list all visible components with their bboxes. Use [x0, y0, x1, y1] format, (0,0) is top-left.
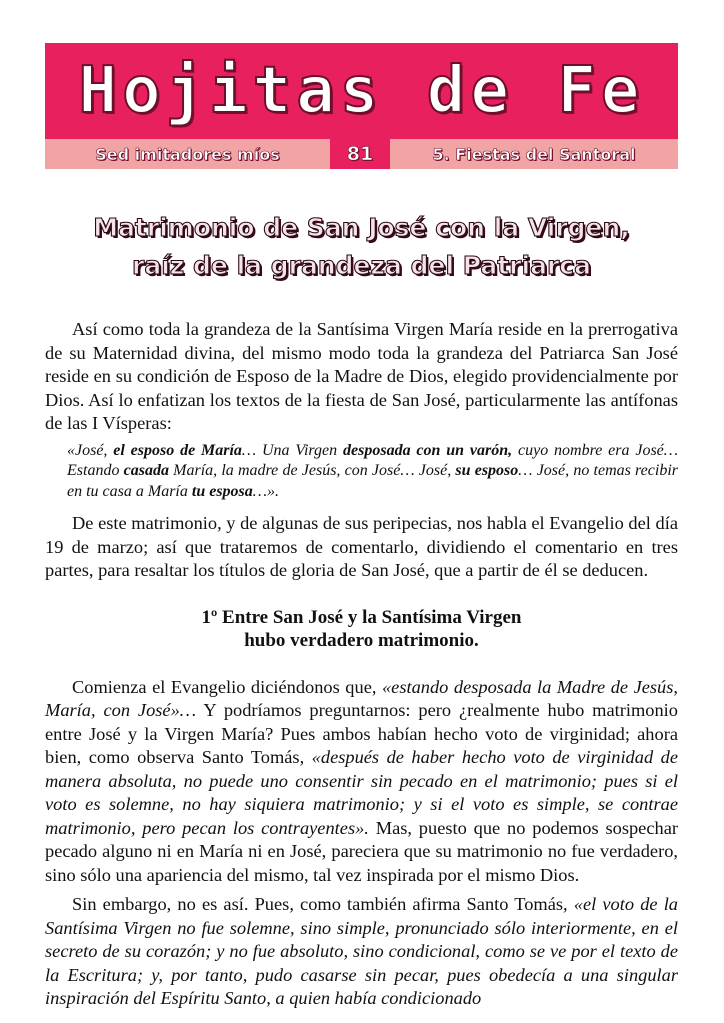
citation-text: «después de haber hecho voto de virginidad de manera absoluta, no puede uno consentir sin pecado en el matrimonio; pues si el voto es solemne, no hay siquiera matrimonio; y si el voto es simple, se contrae matrimonio, pero pecan los contrayentes». [45, 747, 678, 838]
series-motto: Sed imitadores míos [95, 144, 280, 164]
body-text: Y podríamos preguntarnos: pero ¿realmente hubo matrimonio entre José y la Virgen María? Pues ambos habían hecho voto de virginidad; ahora bien, como observa Santo Tomás, [45, 700, 678, 767]
series-section: 5. Fiestas del Santoral [432, 144, 636, 164]
quote-text: «José, [67, 441, 114, 459]
quote-text: María, la madre de Jesús, con José… José, [168, 462, 456, 479]
citation-text: «el voto de la Santísima Virgen no fue solemne, sino simple, pronunciado sólo interiormente, en el secreto de su corazón; y no fue absoluto, sino condicional, como se ve por el texto de la Escritura; y, por tanto, pudo casarse sin pecar, pues obedecía a una singular inspiración del Espíritu Santo, a quien había condicionado [45, 894, 678, 1008]
publication-title: Hojitas de Fe [78, 54, 645, 128]
article-body [45, 318, 678, 1011]
quote-emphasis: el esposo de María [113, 441, 242, 459]
section-heading-line2: hubo verdadero matrimonio. [244, 629, 479, 651]
section-heading [45, 606, 678, 652]
article-title-line1: Matrimonio de San José con la Virgen, [93, 213, 630, 242]
quote-emphasis: casada [123, 462, 169, 479]
quote-text: …». [252, 482, 280, 500]
paragraph-intro: Así como toda la grandeza de la Santísima Virgen María reside en la prerrogativa de su Maternidad divina, del mismo modo toda la grandeza del Patriarca San José reside en su condición de Esposo de la Madre de Dios, elegido providencialmente por Dios. Así lo enfatizan los textos de la fiesta de San José, particularmente las antífonas de las I Vísperas: [45, 319, 678, 433]
paragraph-gospel: De este matrimonio, y de algunas de sus peripecias, nos habla el Evangelio del día 19 de marzo; así que trataremos de comentarlo, dividiendo el comentario en tres partes, para resaltar los títulos de gloria de San José, que a partir de él se deducen. [45, 513, 678, 580]
quote-emphasis: tu esposa [191, 482, 253, 500]
body-text: Mas, puesto que no podemos sospechar pecado alguno ni en María ni en José, pareciera que su matrimonio no fue verdadero, sino sólo una apariencia del mismo, tal vez inspirada por el mismo Dios. [45, 817, 678, 885]
antiphon-quote [45, 441, 678, 503]
quote-text: … José, no temas recibir en tu casa a María [67, 462, 678, 500]
quote-text: cuyo nombre era José… Estando [67, 441, 679, 479]
quote-emphasis: su esposo [455, 462, 519, 479]
paragraph-answer [45, 893, 678, 1011]
quote-text: … Una Virgen [241, 441, 344, 459]
body-text: Sin embargo, no es así. Pues, como también afirma Santo Tomás, [72, 894, 574, 914]
article-title [45, 209, 678, 285]
paragraph-question [45, 676, 678, 888]
masthead [45, 43, 678, 169]
citation-text: «estando desposada la Madre de Jesús, María, con José»… [45, 676, 679, 720]
body-text: Comienza el Evangelio diciéndonos que, [72, 676, 382, 697]
section-heading-line1: 1º Entre San José y la Santísima Virgen [201, 606, 522, 628]
masthead-banner [45, 43, 678, 139]
masthead-subbar [45, 139, 678, 169]
issue-number: 81 [330, 139, 390, 169]
quote-emphasis: desposada con un varón, [343, 441, 513, 459]
article-title-line2: raíz de la grandeza del Patriarca [132, 251, 591, 280]
